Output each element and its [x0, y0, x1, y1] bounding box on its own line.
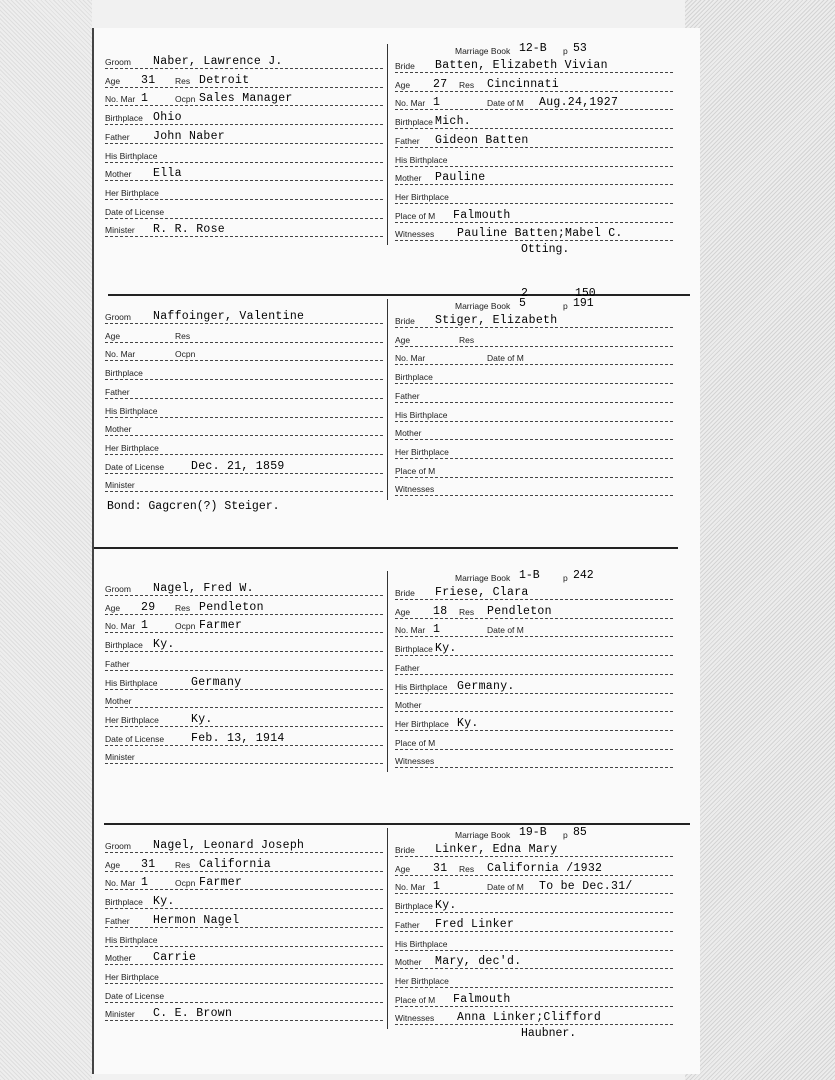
bride-mother-value: Mary, dec'd.	[435, 955, 522, 969]
bride-date-of-m-value: Aug.24,1927	[539, 96, 619, 110]
groom-field-label: Age	[105, 75, 121, 86]
groom-field-label: Date of License	[105, 206, 165, 217]
bride-field-row	[395, 114, 673, 129]
groom-birthplace-value: Ohio	[153, 111, 182, 125]
bride-field-label: His Birthplace	[395, 681, 448, 692]
bride-field-row	[395, 481, 673, 496]
groom-field-label: Father	[105, 658, 130, 669]
bride-no-mar-value: 1	[433, 623, 441, 637]
marriage-book-alt-number: 2	[521, 287, 528, 300]
groom-field-row	[105, 54, 383, 69]
bride-field-row	[395, 226, 673, 241]
bride-field-row	[395, 77, 673, 92]
bride-field-row	[395, 58, 673, 73]
groom-field-row	[105, 637, 383, 652]
groom-field-row	[105, 477, 383, 492]
column-divider	[387, 571, 388, 772]
bride-field-label: Mother	[395, 700, 422, 711]
bride-field-label: Age	[395, 863, 411, 874]
groom-field-row	[105, 204, 383, 219]
groom-field-row	[105, 129, 383, 144]
groom-field-label: His Birthplace	[105, 405, 158, 416]
groom-age-value: 31	[141, 857, 156, 871]
bride-father-value: Gideon Batten	[435, 133, 529, 147]
bride-field-row	[395, 936, 673, 951]
groom-minister-value: C. E. Brown	[153, 1007, 233, 1021]
groom-date-of-license-value: Dec. 21, 1859	[191, 459, 285, 473]
bride-field-row	[395, 152, 673, 167]
bride-field-row	[395, 697, 673, 712]
groom-field-label: No. Mar	[105, 349, 136, 360]
bride-field-label: Age	[395, 334, 411, 345]
bride-field-label: Age	[395, 79, 411, 90]
bride-field-row	[395, 350, 673, 365]
groom-field-label: No. Mar	[105, 621, 136, 632]
groom-field-row	[105, 421, 383, 436]
groom-field-label: Date of License	[105, 990, 165, 1001]
groom-field-row	[105, 932, 383, 947]
bride-res-value: Cincinnati	[487, 77, 560, 91]
bride-date-of-m-value: To be Dec.31/	[539, 880, 633, 894]
groom-field-label: Her Birthplace	[105, 442, 159, 453]
bride-age-value: 18	[433, 604, 448, 618]
card-divider	[94, 547, 678, 549]
bride-field-row	[395, 842, 673, 857]
bride-field-row	[395, 879, 673, 894]
bride-field-row	[395, 622, 673, 637]
groom-field-row	[105, 459, 383, 474]
bride-field-row	[395, 641, 673, 656]
column-divider	[387, 828, 388, 1029]
bond-note: Bond: Gagcren(?) Steiger.	[107, 500, 280, 513]
groom-field-row	[105, 950, 383, 965]
column-divider	[387, 299, 388, 500]
bride-field-label: His Birthplace	[395, 409, 448, 420]
groom-field-label: Mother	[105, 696, 132, 707]
groom-field-label: Age	[105, 859, 121, 870]
bride-witnesses-value: Pauline Batten;Mabel C.	[457, 227, 623, 241]
groom-field-label: Mother	[105, 424, 132, 435]
marriage-book-label: Marriage Book	[455, 46, 511, 56]
groom-field-label: Ocpn	[175, 349, 196, 360]
bride-field-row	[395, 170, 673, 185]
groom-no-mar-value: 1	[141, 619, 149, 633]
card-divider	[104, 823, 690, 825]
bride-res-value: Pendleton	[487, 604, 552, 618]
groom-field-row	[105, 838, 383, 853]
groom-field-label: Her Birthplace	[105, 971, 159, 982]
bride-name-value: Linker, Edna Mary	[435, 843, 558, 856]
bride-field-label: Witnesses	[395, 756, 435, 767]
bride-field-label: Date of M	[487, 353, 524, 364]
groom-field-row	[105, 749, 383, 764]
groom-field-row	[105, 875, 383, 890]
groom-field-row	[105, 328, 383, 343]
bride-field-label: Father	[395, 135, 420, 146]
bride-field-label: Res	[459, 606, 475, 617]
bride-field-row	[395, 753, 673, 768]
groom-field-label: Minister	[105, 480, 135, 491]
bride-field-label: Bride	[395, 588, 415, 598]
bride-field-row	[395, 973, 673, 988]
groom-mother-value: Ella	[153, 167, 182, 181]
groom-field-label: No. Mar	[105, 878, 136, 889]
groom-field-label: His Birthplace	[105, 677, 158, 688]
groom-field-row	[105, 440, 383, 455]
bride-field-label: Birthplace	[395, 901, 433, 912]
bride-field-label: Witnesses	[395, 1013, 435, 1024]
bride-witnesses-continued: Haubner.	[521, 1027, 577, 1040]
groom-field-label: Groom	[105, 841, 131, 851]
bride-field-row	[395, 861, 673, 876]
groom-field-label: Res	[175, 330, 191, 341]
groom-no-mar-value: 1	[141, 876, 149, 890]
bride-witnesses-value: Anna Linker;Clifford	[457, 1011, 602, 1025]
marriage-book-number: 1-B	[519, 569, 540, 582]
bride-field-label: Bride	[395, 316, 415, 326]
groom-field-label: Date of License	[105, 733, 165, 744]
bride-field-label: Witnesses	[395, 484, 435, 495]
groom-field-label: His Birthplace	[105, 934, 158, 945]
bride-field-label: Witnesses	[395, 229, 435, 240]
groom-name-value: Naber, Lawrence J.	[153, 55, 283, 68]
groom-field-row	[105, 166, 383, 181]
groom-her-birthplace-value: Ky.	[191, 712, 213, 726]
groom-field-label: Res	[175, 75, 191, 86]
page-alt-number: 150	[575, 287, 596, 300]
groom-field-label: Minister	[105, 1009, 135, 1020]
page-number: 85	[573, 826, 587, 839]
bride-field-label: Birthplace	[395, 372, 433, 383]
groom-his-birthplace-value: Germany	[191, 675, 242, 689]
groom-field-row	[105, 656, 383, 671]
bride-birthplace-value: Ky.	[435, 642, 457, 656]
groom-res-value: Pendleton	[199, 600, 264, 614]
page-number: 191	[573, 297, 594, 310]
groom-field-label: Birthplace	[105, 113, 143, 124]
groom-field-row	[105, 222, 383, 237]
groom-field-row	[105, 600, 383, 615]
groom-field-label: Age	[105, 330, 121, 341]
bride-field-label: No. Mar	[395, 98, 426, 109]
groom-field-label: Groom	[105, 57, 131, 67]
groom-field-label: Ocpn	[175, 94, 196, 105]
groom-field-row	[105, 73, 383, 88]
bride-field-label: Res	[459, 334, 475, 345]
groom-field-label: Groom	[105, 312, 131, 322]
bride-field-label: Bride	[395, 61, 415, 71]
bride-field-label: Date of M	[487, 882, 524, 893]
bride-field-label: Age	[395, 606, 411, 617]
page-number: 242	[573, 569, 594, 582]
bride-field-row	[395, 660, 673, 675]
bride-field-row	[395, 604, 673, 619]
bride-place-of-m-value: Falmouth	[453, 208, 511, 222]
groom-mother-value: Carrie	[153, 951, 197, 965]
bride-field-label: Father	[395, 390, 420, 401]
bride-field-label: Bride	[395, 845, 415, 855]
column-divider	[387, 44, 388, 245]
bride-field-row	[395, 917, 673, 932]
bride-field-label: Mother	[395, 173, 422, 184]
bride-field-row	[395, 369, 673, 384]
groom-field-label: Ocpn	[175, 878, 196, 889]
groom-field-row	[105, 110, 383, 125]
groom-ocpn-value: Sales Manager	[199, 92, 293, 106]
bride-field-row	[395, 954, 673, 969]
bride-field-label: Date of M	[487, 625, 524, 636]
bride-field-row	[395, 95, 673, 110]
bride-his-birthplace-value: Germany.	[457, 679, 515, 693]
groom-field-row	[105, 969, 383, 984]
groom-field-label: Date of License	[105, 461, 165, 472]
page-label: p	[563, 46, 568, 56]
groom-name-value: Nagel, Fred W.	[153, 582, 254, 595]
groom-field-row	[105, 185, 383, 200]
groom-field-row	[105, 1006, 383, 1021]
bride-field-label: His Birthplace	[395, 154, 448, 165]
groom-field-row	[105, 894, 383, 909]
bride-place-of-m-value: Falmouth	[453, 992, 511, 1006]
groom-age-value: 31	[141, 73, 156, 87]
page-label: p	[563, 830, 568, 840]
groom-field-row	[105, 309, 383, 324]
bride-field-label: Her Birthplace	[395, 975, 449, 986]
marriage-book-label: Marriage Book	[455, 573, 511, 583]
bride-name-value: Stiger, Elizabeth	[435, 314, 558, 327]
bride-field-row	[395, 425, 673, 440]
bride-her-birthplace-value: Ky.	[457, 716, 479, 730]
groom-field-row	[105, 365, 383, 380]
bride-age-value: 31	[433, 861, 448, 875]
groom-field-row	[105, 913, 383, 928]
groom-res-value: California	[199, 857, 272, 871]
bride-field-row	[395, 898, 673, 913]
bride-field-label: Father	[395, 662, 420, 673]
bride-field-label: Her Birthplace	[395, 446, 449, 457]
bride-field-row	[395, 332, 673, 347]
groom-field-row	[105, 731, 383, 746]
groom-field-label: Birthplace	[105, 897, 143, 908]
groom-ocpn-value: Farmer	[199, 619, 243, 633]
groom-field-label: Birthplace	[105, 640, 143, 651]
groom-age-value: 29	[141, 600, 156, 614]
bride-name-value: Friese, Clara	[435, 586, 529, 599]
groom-field-row	[105, 618, 383, 633]
bride-name-value: Batten, Elizabeth Vivian	[435, 59, 608, 72]
groom-field-row	[105, 581, 383, 596]
bride-field-label: Mother	[395, 428, 422, 439]
page-number: 53	[573, 42, 587, 55]
groom-field-row	[105, 988, 383, 1003]
groom-field-label: Ocpn	[175, 621, 196, 632]
bride-field-label: Birthplace	[395, 117, 433, 128]
marriage-book-number: 19-B	[519, 826, 547, 839]
groom-field-label: Res	[175, 859, 191, 870]
bride-age-value: 27	[433, 77, 448, 91]
groom-field-label: Her Birthplace	[105, 187, 159, 198]
groom-name-value: Naffoinger, Valentine	[153, 310, 305, 323]
groom-birthplace-value: Ky.	[153, 638, 175, 652]
bride-field-label: Father	[395, 919, 420, 930]
groom-field-label: Age	[105, 602, 121, 613]
bride-field-row	[395, 716, 673, 731]
bride-field-label: Place of M	[395, 210, 436, 221]
bride-no-mar-value: 1	[433, 880, 441, 894]
scan-left-margin	[0, 0, 92, 1080]
bride-field-label: No. Mar	[395, 882, 426, 893]
groom-field-row	[105, 91, 383, 106]
groom-father-value: Hermon Nagel	[153, 913, 240, 927]
bride-field-row	[395, 463, 673, 478]
bride-father-value: Fred Linker	[435, 917, 515, 931]
groom-field-row	[105, 693, 383, 708]
bride-field-label: Res	[459, 79, 475, 90]
bride-field-row	[395, 208, 673, 223]
bride-field-row	[395, 585, 673, 600]
bride-field-row	[395, 444, 673, 459]
bride-field-label: Mother	[395, 957, 422, 968]
page-label: p	[563, 301, 568, 311]
bride-field-label: Her Birthplace	[395, 191, 449, 202]
bride-field-label: No. Mar	[395, 353, 426, 364]
groom-field-label: Groom	[105, 584, 131, 594]
groom-minister-value: R. R. Rose	[153, 223, 226, 237]
bride-res-value: California /1932	[487, 861, 603, 875]
groom-field-row	[105, 712, 383, 727]
groom-field-label: No. Mar	[105, 94, 136, 105]
bride-field-row	[395, 407, 673, 422]
bride-field-label: Place of M	[395, 737, 436, 748]
groom-father-value: John Naber	[153, 129, 226, 143]
bride-field-label: Res	[459, 863, 475, 874]
bride-field-row	[395, 313, 673, 328]
bride-field-label: His Birthplace	[395, 938, 448, 949]
bride-field-row	[395, 189, 673, 204]
groom-field-row	[105, 148, 383, 163]
card-divider	[108, 294, 690, 296]
bride-field-label: Place of M	[395, 465, 436, 476]
bride-field-label: Place of M	[395, 994, 436, 1005]
bride-field-row	[395, 133, 673, 148]
bride-field-row	[395, 992, 673, 1007]
bride-field-label: Date of M	[487, 98, 524, 109]
groom-res-value: Detroit	[199, 73, 250, 87]
bride-field-label: Her Birthplace	[395, 718, 449, 729]
groom-name-value: Nagel, Leonard Joseph	[153, 839, 305, 852]
groom-field-label: Minister	[105, 225, 135, 236]
groom-field-label: Mother	[105, 169, 132, 180]
bride-field-row	[395, 735, 673, 750]
bride-no-mar-value: 1	[433, 96, 441, 110]
groom-field-row	[105, 346, 383, 361]
groom-field-label: Birthplace	[105, 368, 143, 379]
marriage-book-number: 5	[519, 297, 526, 310]
bride-witnesses-continued: Otting.	[521, 243, 570, 256]
bride-mother-value: Pauline	[435, 171, 486, 185]
groom-field-label: Mother	[105, 953, 132, 964]
groom-field-row	[105, 384, 383, 399]
groom-birthplace-value: Ky.	[153, 895, 175, 909]
bride-field-row	[395, 679, 673, 694]
marriage-book-label: Marriage Book	[455, 301, 511, 311]
groom-field-row	[105, 675, 383, 690]
groom-field-label: Minister	[105, 752, 135, 763]
bride-birthplace-value: Mich.	[435, 115, 472, 129]
groom-no-mar-value: 1	[141, 92, 149, 106]
groom-field-label: Her Birthplace	[105, 714, 159, 725]
groom-field-row	[105, 403, 383, 418]
groom-ocpn-value: Farmer	[199, 876, 243, 890]
marriage-book-number: 12-B	[519, 42, 547, 55]
scan-right-margin	[685, 0, 835, 1080]
bride-field-row	[395, 1010, 673, 1025]
bride-field-row	[395, 388, 673, 403]
bride-field-label: Birthplace	[395, 644, 433, 655]
bride-birthplace-value: Ky.	[435, 899, 457, 913]
marriage-book-label: Marriage Book	[455, 830, 511, 840]
groom-field-label: Res	[175, 602, 191, 613]
groom-field-label: Father	[105, 386, 130, 397]
page-label: p	[563, 573, 568, 583]
groom-field-label: Father	[105, 915, 130, 926]
groom-field-label: His Birthplace	[105, 150, 158, 161]
groom-date-of-license-value: Feb. 13, 1914	[191, 731, 285, 745]
groom-field-row	[105, 857, 383, 872]
bride-field-label: No. Mar	[395, 625, 426, 636]
groom-field-label: Father	[105, 131, 130, 142]
